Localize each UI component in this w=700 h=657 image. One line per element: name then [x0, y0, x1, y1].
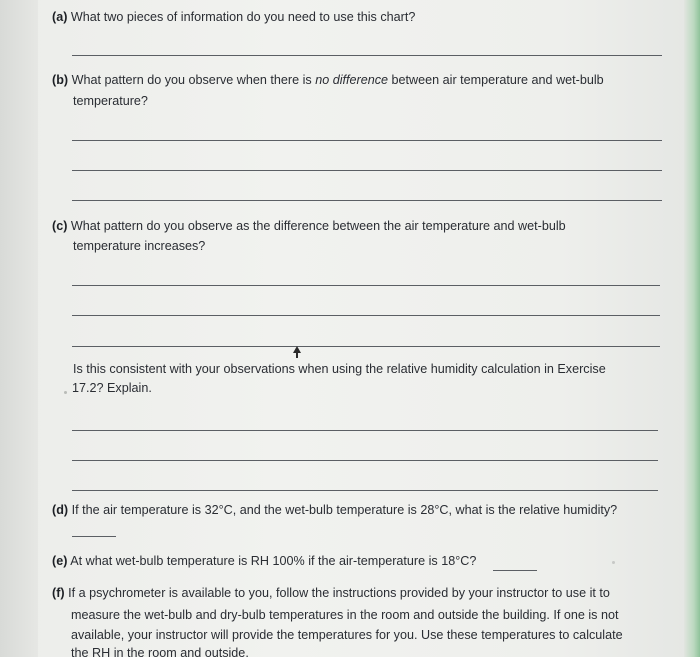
question-d-text: If the air temperature is 32°C, and the wet-bulb temperature is 28°C, what is the relative humidity?: [71, 503, 618, 517]
question-d: [52, 502, 617, 518]
question-b-line2: temperature?: [73, 94, 148, 108]
question-b-label: (b): [52, 73, 69, 87]
answer-line-c4[interactable]: [72, 430, 658, 431]
answer-blank-e[interactable]: [493, 570, 537, 571]
paper-speck-2: [612, 561, 615, 564]
question-e-label: (e): [52, 554, 68, 568]
question-c-label: (c): [52, 219, 68, 233]
answer-blank-d[interactable]: [72, 536, 116, 537]
question-c-text: What pattern do you observe as the difference between the air temperature and wet-bulb: [70, 219, 566, 233]
answer-line-b1[interactable]: [72, 140, 662, 141]
question-f-line3: available, your instructor will provide the temperatures for you. Use these temperatures to calculate: [71, 628, 623, 642]
paper-speck: [64, 391, 67, 394]
question-c: [52, 218, 566, 234]
mouse-pointer-stem: [296, 352, 298, 358]
question-b-text-start: What pattern do you observe when there is: [71, 73, 312, 87]
question-c-followup-line2: 17.2? Explain.: [72, 381, 152, 395]
question-e-text: At what wet-bulb temperature is RH 100% if the air-temperature is 18°C?: [70, 554, 477, 568]
answer-line-c2[interactable]: [72, 315, 660, 316]
question-f-line1: If a psychrometer is available to you, follow the instructions provided by your instructor to use it to: [68, 586, 610, 600]
question-a: [52, 9, 415, 25]
question-b: [52, 72, 604, 88]
question-d-label: (d): [52, 503, 69, 517]
question-f-line2: measure the wet-bulb and dry-bulb temperatures in the room and outside the building. If one is not: [71, 608, 619, 622]
page-right-edge: [684, 0, 700, 657]
answer-line-c5[interactable]: [72, 460, 658, 461]
question-f-line4: the RH in the room and outside.: [71, 646, 249, 657]
question-f-label: (f): [52, 586, 65, 600]
question-b-text-end: between air temperature and wet-bulb: [391, 73, 604, 87]
question-a-label: (a): [52, 10, 68, 24]
question-f: [52, 585, 610, 601]
answer-line-c1[interactable]: [72, 285, 660, 286]
answer-line-b3[interactable]: [72, 200, 662, 201]
question-c-followup-line1: Is this consistent with your observations when using the relative humidity calculation in Exercise: [73, 362, 606, 376]
answer-line-b2[interactable]: [72, 170, 662, 171]
question-e: [52, 553, 476, 569]
answer-line-c6[interactable]: [72, 490, 658, 491]
question-b-emphasis: no difference: [315, 73, 389, 87]
question-c-line2: temperature increases?: [73, 239, 206, 253]
answer-line-c3[interactable]: [72, 346, 660, 347]
answer-line-a1[interactable]: [72, 55, 662, 56]
question-a-text: What two pieces of information do you need to use this chart?: [70, 10, 416, 24]
page-left-margin: [0, 0, 38, 657]
